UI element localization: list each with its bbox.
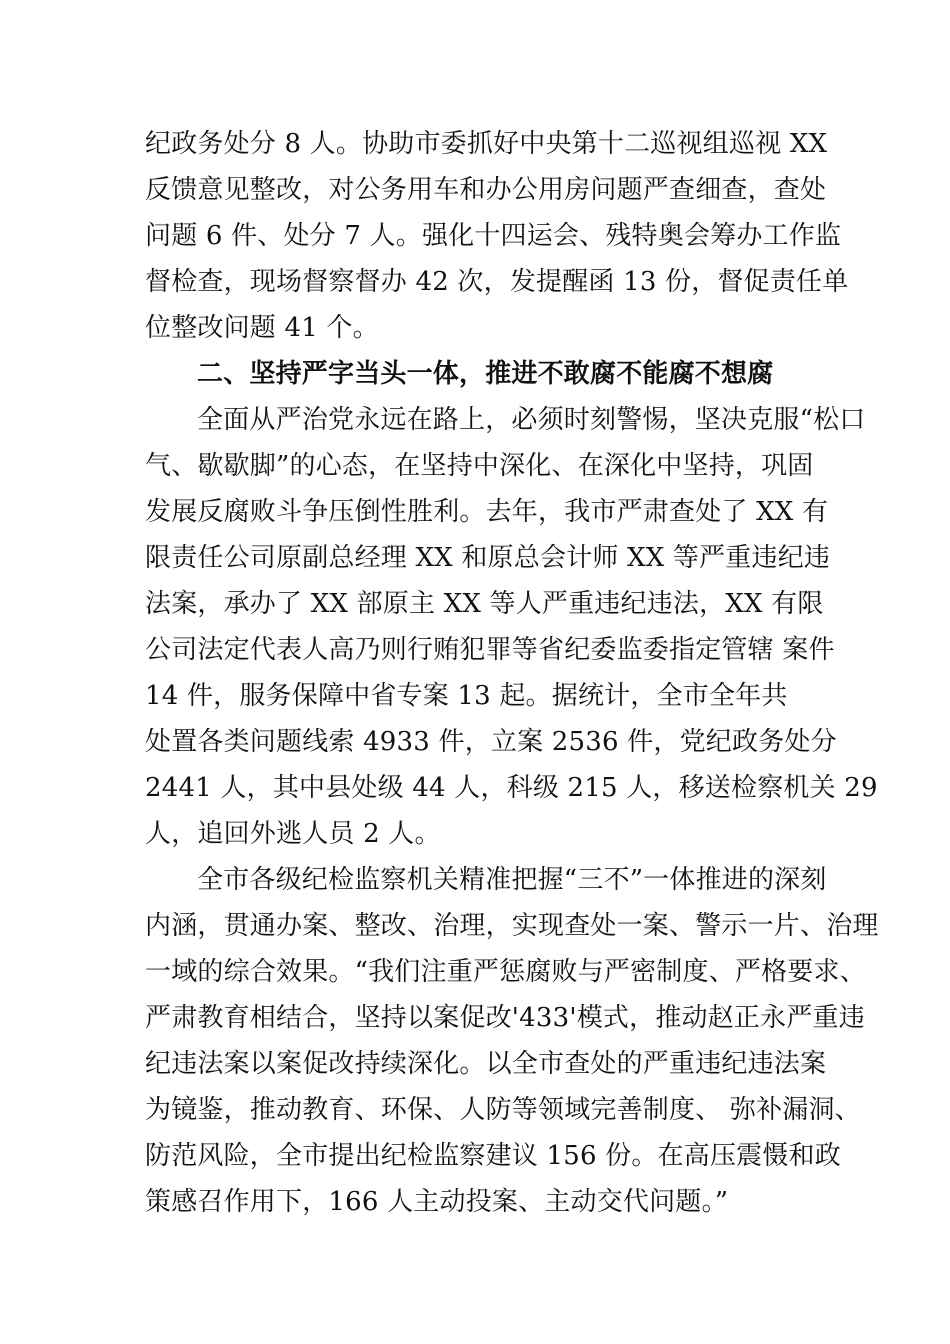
body-line: 内涵，贯通办案、整改、治理，实现查处一案、警示一片、治理 (145, 911, 879, 941)
body-line: 公司法定代表人高乃则行贿犯罪等省纪委监委指定管辖 案件 (145, 635, 835, 665)
body-line: 纪政务处分 8 人。协助市委抓好中央第十二巡视组巡视 XX (145, 129, 828, 159)
body-line: 策感召作用下，166 人主动投案、主动交代问题。” (145, 1187, 729, 1217)
body-line: 纪违法案以案促改持续深化。以全市查处的严重违纪违法案 (145, 1049, 827, 1079)
body-line: 法案，承办了 XX 部原主 XX 等人严重违纪违法，XX 有限 (145, 589, 824, 619)
body-line: 人，追回外逃人员 2 人。 (145, 819, 441, 849)
body-line: 位整改问题 41 个。 (145, 313, 379, 343)
section-heading: 二、坚持严字当头一体，推进不敢腐不能腐不想腐 (197, 359, 774, 389)
paragraph-first-line: 全面从严治党永远在路上，必须时刻警惕，坚决克服“松口 (197, 405, 866, 435)
paragraph-first-line: 全市各级纪检监察机关精准把握“三不”一体推进的深刻 (197, 865, 827, 895)
body-line: 反馈意见整改，对公务用车和办公用房问题严查细查，查处 (145, 175, 827, 205)
body-line: 督检查，现场督察督办 42 次，发提醒函 13 份，督促责任单 (145, 267, 849, 297)
body-line: 气、歇歇脚”的心态，在坚持中深化、在深化中坚持，巩固 (145, 451, 814, 481)
body-line: 防范风险，全市提出纪检监察建议 156 份。在高压震慑和政 (145, 1141, 841, 1171)
body-line: 严肃教育相结合，坚持以案促改'433'模式，推动赵正永严重违 (145, 1003, 865, 1033)
body-line: 14 件，服务保障中省专案 13 起。据统计，全市全年共 (145, 681, 788, 711)
body-line: 为镜鉴，推动教育、环保、人防等领域完善制度、 弥补漏洞、 (145, 1095, 861, 1125)
body-line: 限责任公司原副总经理 XX 和原总会计师 XX 等严重违纪违 (145, 543, 831, 573)
body-line: 一域的综合效果。“我们注重严惩腐败与严密制度、严格要求、 (145, 957, 866, 987)
body-line: 2441 人，其中县处级 44 人，科级 215 人，移送检察机关 29 (145, 773, 878, 803)
body-line: 问题 6 件、处分 7 人。强化十四运会、残特奥会筹办工作监 (145, 221, 842, 251)
body-line: 发展反腐败斗争压倒性胜利。去年，我市严肃查处了 XX 有 (145, 497, 829, 527)
body-line: 处置各类问题线索 4933 件，立案 2536 件，党纪政务处分 (145, 727, 837, 757)
